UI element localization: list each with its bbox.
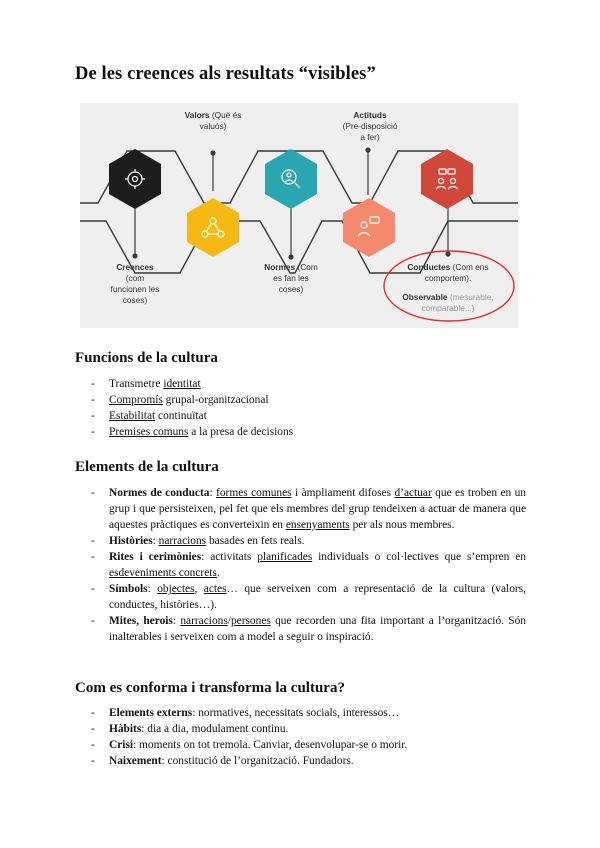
label-observable: Observable (mesurable, xyxy=(402,292,494,302)
list-conforma xyxy=(75,705,407,769)
label-normes-2: es fan les xyxy=(273,273,309,283)
label-creences-3: funcionen les xyxy=(110,284,160,294)
label-actituds-3: a fer) xyxy=(360,132,380,142)
dot-conductes xyxy=(445,251,450,256)
list-item: - Crisi: moments on tot tremola. Canviar, desenvolupar-se o morir. xyxy=(75,737,407,753)
list-item: - Símbols: objectes, actes… que serveixen com a representació de la cultura (valors, conductes, històries…). xyxy=(75,581,526,613)
list-item: - Naixement: constitució de l’organització. Fundadors. xyxy=(75,753,407,769)
label-actituds: Actituds xyxy=(353,110,387,120)
list-item: - Històries: narracions basades en fets reals. xyxy=(75,533,526,549)
dot-creences xyxy=(132,253,137,258)
list-item: - Rites i cerimònies: activitats planificades individuals o col·lectives que s’empren en esdeveniments concrets. xyxy=(75,549,526,581)
heading-elements: Elements de la cultura xyxy=(75,459,219,475)
culture-diagram xyxy=(80,103,518,328)
list-elements xyxy=(75,485,526,645)
label-valors: Valors (Què és xyxy=(184,110,242,120)
list-item: - Premises comuns a la presa de decisions xyxy=(75,424,293,440)
list-item: - Hàbits: dia a dia, modulament continu. xyxy=(75,721,407,737)
label-normes-3: coses) xyxy=(278,284,304,294)
label-valors-2: valuós) xyxy=(199,121,227,131)
label-normes: Normes (Com xyxy=(264,262,318,272)
label-conductes-2: comportem). xyxy=(424,273,472,283)
list-item: - Estabilitat continuïtat xyxy=(75,408,293,424)
label-actituds-2: (Pre-disposició xyxy=(342,121,398,131)
page-title: De les creences als resultats “visibles” xyxy=(75,64,376,84)
list-funcions xyxy=(75,376,293,440)
heading-conforma: Com es conforma i transforma la cultura? xyxy=(75,680,345,696)
label-creences-2: (com xyxy=(125,273,145,283)
label-conductes: Conductes (Com ens xyxy=(407,262,489,272)
list-item: - Compromís grupal-organitzacional xyxy=(75,392,293,408)
label-creences: Creences xyxy=(116,262,154,272)
list-item: - Mites, herois: narracions/persones que recorden una fita important a l’organització. Són inalterables i serveixen com a model a seguir o inspiració. xyxy=(75,613,526,645)
label-creences-4: coses) xyxy=(122,295,148,305)
list-item: - Transmetre identitat xyxy=(75,376,293,392)
dot-normes xyxy=(288,254,293,259)
heading-funcions: Funcions de la cultura xyxy=(75,350,218,366)
dot-valors xyxy=(210,150,215,155)
dot-actituds xyxy=(365,147,370,152)
label-observable-2: comparable...) xyxy=(421,303,475,313)
list-item: - Normes de conducta: formes comunes i àmpliament difoses d’actuar que es troben en un grup i que persisteixen, pel fet que els membres del grup tendeixen a actuar de manera que aquestes pràctiques es converteixin en ensenyaments per als nous membres. xyxy=(75,485,526,533)
list-item: - Elements externs: normatives, necessitats socials, interessos… xyxy=(75,705,407,721)
